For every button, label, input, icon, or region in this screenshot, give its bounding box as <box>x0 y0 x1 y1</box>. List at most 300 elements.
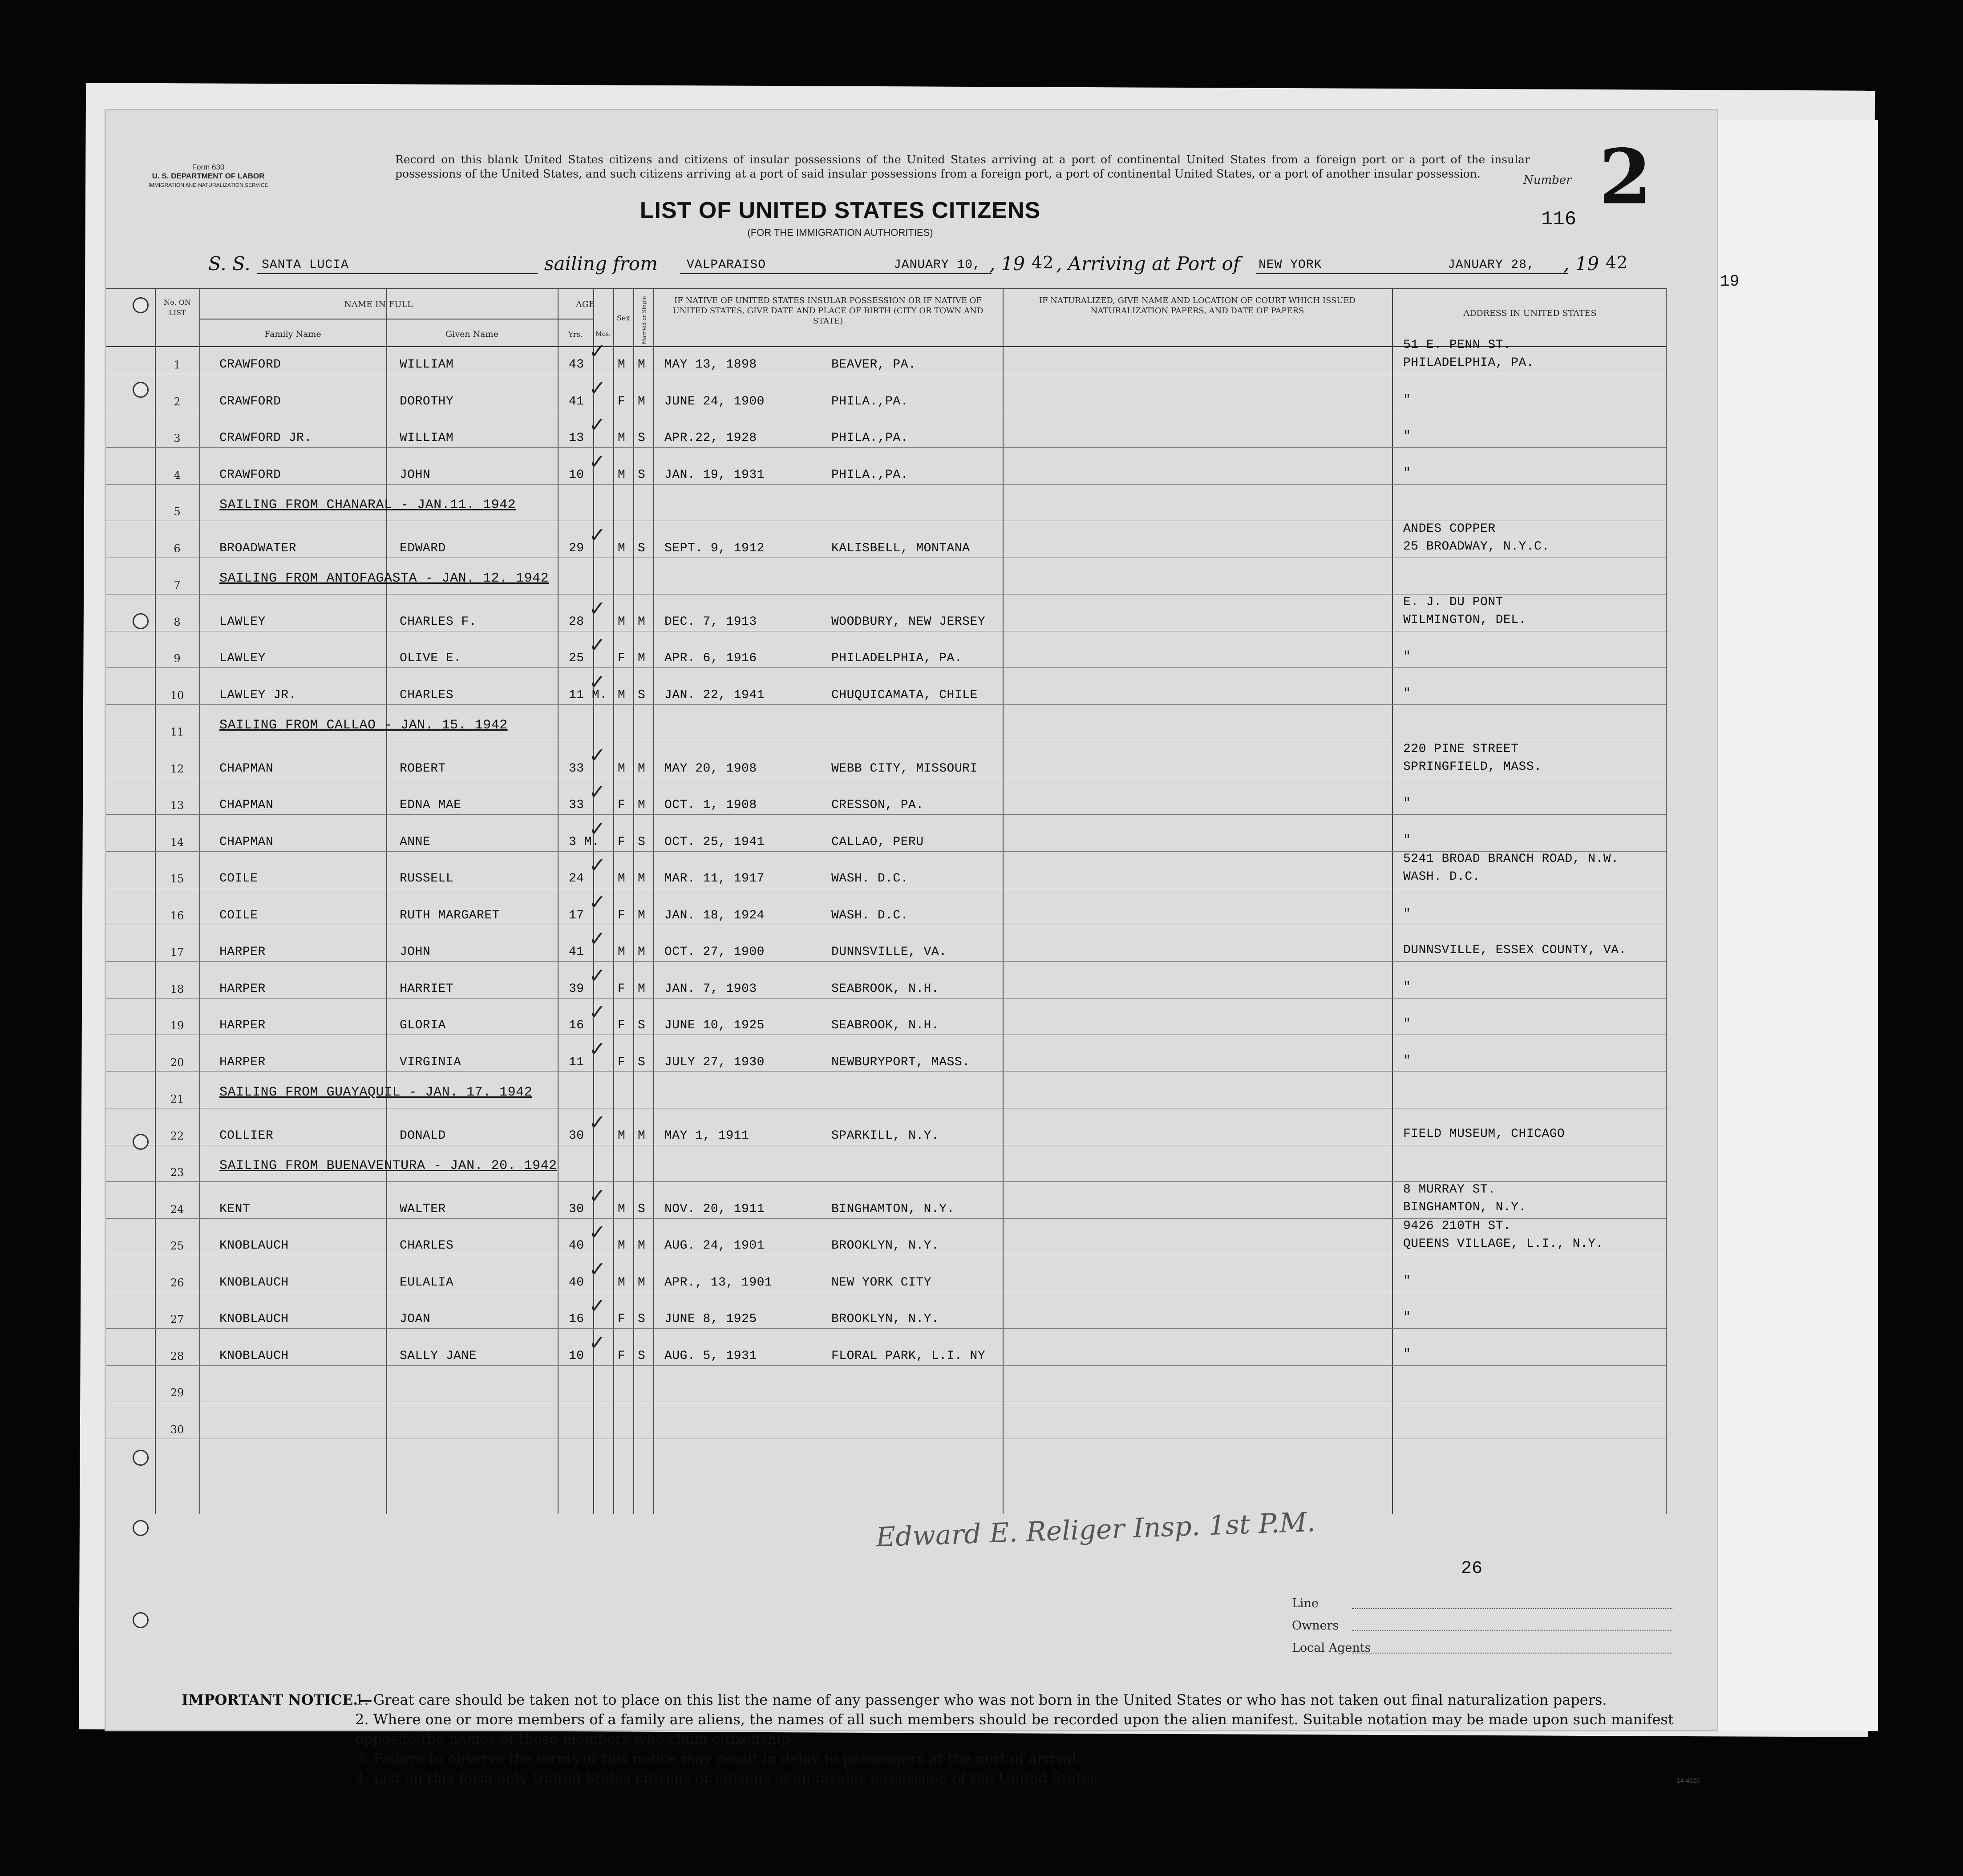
marital-status: M <box>638 1128 646 1143</box>
age: 28 <box>569 615 584 629</box>
age: 39 <box>569 982 584 996</box>
marital-status: S <box>638 1349 646 1363</box>
header-age: AGE <box>576 299 595 309</box>
marital-status: M <box>638 615 646 629</box>
row-number: 8 <box>174 615 181 628</box>
birth-place: DUNNSVILLE, VA. <box>831 945 947 959</box>
agent-local-field <box>1352 1653 1672 1654</box>
sex: F <box>618 982 626 996</box>
check-mark: ✓ <box>589 1110 606 1134</box>
row-number: 25 <box>170 1240 184 1252</box>
address-line-2: " <box>1403 429 1411 443</box>
marital-status: S <box>638 1312 646 1326</box>
birth-place: WEBB CITY, MISSOURI <box>831 761 978 776</box>
address-line-2: WILMINGTON, DEL. <box>1403 613 1526 627</box>
departure-date: JANUARY 10, <box>894 258 981 272</box>
punch-hole <box>133 1520 149 1536</box>
age: 13 <box>569 431 584 445</box>
departure-year: 42 <box>1032 253 1054 272</box>
age: 41 <box>569 945 584 959</box>
check-mark: ✓ <box>589 376 606 400</box>
agent-line-field <box>1352 1608 1672 1609</box>
check-mark: ✓ <box>589 889 606 914</box>
row-rule <box>106 851 1666 852</box>
agent-local-label: Local Agents <box>1292 1641 1371 1655</box>
birth-date: JUNE 10, 1925 <box>664 1019 765 1032</box>
age: 30 <box>569 1202 584 1216</box>
vessel-name: SANTA LUCIA <box>262 258 349 272</box>
marital-status: S <box>638 1202 646 1216</box>
birth-place: SPARKILL, N.Y. <box>831 1128 939 1143</box>
row-number: 4 <box>174 469 181 481</box>
sex: M <box>618 1239 626 1253</box>
notice-item-2: 2. Where one or more members of a family are aliens, the names of all such members should be recorded upon the alien manifest. Suitable notation may be made upon such manifest opposite the names of those members who claim citizenship. <box>355 1711 1674 1747</box>
family-name: LAWLEY <box>219 615 266 629</box>
age: 11 <box>569 1055 584 1069</box>
given-name: JOHN <box>400 468 431 482</box>
age: 33 <box>569 798 584 812</box>
header-birth: IF NATIVE OF UNITED STATES INSULAR POSSESSION OR IF NATIVE OF UNITED STATES, GIVE DATE AND PLACE OF BIRTH (CITY OR TOWN AND STATE) <box>672 296 984 326</box>
birth-date: NOV. 20, 1911 <box>664 1202 765 1216</box>
row-rule <box>106 1328 1666 1329</box>
punch-hole <box>133 1450 149 1466</box>
number-label: Number <box>1523 174 1572 187</box>
given-name: EDNA MAE <box>400 798 461 812</box>
age: 41 <box>569 394 584 408</box>
row-number: 23 <box>170 1166 184 1179</box>
family-name: KNOBLAUCH <box>219 1239 289 1253</box>
given-name: ROBERT <box>400 761 446 776</box>
given-name: RUSSELL <box>400 872 454 885</box>
ss-label: S. S. <box>208 253 251 275</box>
birth-date: APR.22, 1928 <box>664 431 757 445</box>
age: 17 <box>569 908 584 922</box>
birth-place: WOODBURY, NEW JERSEY <box>831 615 986 629</box>
column-rule <box>613 288 614 1514</box>
row-rule <box>106 667 1666 668</box>
birth-place: NEW YORK CITY <box>831 1275 931 1290</box>
birth-date: MAR. 11, 1917 <box>664 872 765 885</box>
arriving-label: , Arriving at Port of <box>1056 253 1240 275</box>
address-line-2: BINGHAMTON, N.Y. <box>1403 1200 1526 1214</box>
birth-place: SEABROOK, N.H. <box>831 1019 939 1032</box>
row-rule <box>106 1218 1666 1219</box>
birth-place: BROOKLYN, N.Y. <box>831 1312 939 1326</box>
address-line-2: " <box>1403 650 1411 663</box>
address-line-1: E. J. DU PONT <box>1403 595 1503 609</box>
row-number: 16 <box>170 909 184 922</box>
address-line-2: " <box>1403 686 1411 700</box>
marital-status: M <box>638 982 646 996</box>
department: U. S. DEPARTMENT OF LABOR <box>152 172 265 180</box>
age: 33 <box>569 761 584 776</box>
family-name: CRAWFORD <box>219 468 281 482</box>
arrival-year: 42 <box>1606 253 1628 272</box>
row-rule <box>106 998 1666 999</box>
row-number: 17 <box>170 946 184 958</box>
page-number: 116 <box>1541 208 1577 230</box>
family-name: COLLIER <box>219 1128 274 1143</box>
family-name: KNOBLAUCH <box>219 1312 289 1326</box>
age: 43 <box>569 358 584 372</box>
punch-hole <box>133 382 149 398</box>
birth-date: MAY 20, 1908 <box>664 761 757 776</box>
birth-place: PHILADELPHIA, PA. <box>831 651 963 665</box>
column-rule <box>1666 288 1667 1514</box>
row-number: 11 <box>170 726 184 738</box>
address-line-2: " <box>1403 980 1411 994</box>
address-line-2: " <box>1403 906 1411 921</box>
sex: M <box>618 1275 626 1290</box>
birth-date: SEPT. 9, 1912 <box>664 541 765 555</box>
marital-status: S <box>638 541 646 555</box>
given-name: DONALD <box>400 1128 446 1143</box>
column-rule <box>633 288 634 1514</box>
sailing-from-label: sailing from <box>544 253 658 275</box>
birth-date: JUNE 8, 1925 <box>664 1312 757 1326</box>
given-name: EULALIA <box>400 1275 454 1290</box>
notice-item-1: 1. Great care should be taken not to place on this list the name of any passenger who was not born in the United States or who has not taken out final naturalization papers. <box>355 1691 1607 1708</box>
row-number: 26 <box>170 1276 184 1289</box>
agent-owners-field <box>1352 1630 1672 1631</box>
age: 10 <box>569 468 584 482</box>
address-line-2: " <box>1403 1053 1411 1067</box>
row-number: 3 <box>174 432 181 445</box>
birth-place: BINGHAMTON, N.Y. <box>831 1202 955 1216</box>
row-number: 5 <box>174 505 181 518</box>
check-mark: ✓ <box>589 816 606 841</box>
sex: F <box>618 1055 626 1069</box>
background-sheet-edge <box>1718 120 1878 1731</box>
inspector-signature: Edward E. Religer Insp. 1st P.M. <box>875 1506 1316 1553</box>
birth-date: JAN. 19, 1931 <box>664 468 765 482</box>
given-name: DOROTHY <box>400 394 454 408</box>
age: 29 <box>569 541 584 555</box>
marital-status: M <box>638 872 646 885</box>
birth-place: KALISBELL, MONTANA <box>831 541 970 555</box>
marital-status: S <box>638 688 646 702</box>
sailing-note: SAILING FROM GUAYAQUIL - JAN. 17. 1942 <box>219 1085 533 1100</box>
row-number: 6 <box>174 542 181 555</box>
age: 10 <box>569 1349 584 1363</box>
marital-status: M <box>638 908 646 922</box>
address-line-1: 220 PINE STREET <box>1403 742 1519 756</box>
header-rule <box>106 288 1666 289</box>
family-name: KNOBLAUCH <box>219 1349 289 1363</box>
address-line-2: FIELD MUSEUM, CHICAGO <box>1403 1127 1565 1141</box>
marital-status: M <box>638 1239 646 1253</box>
form-number: Form 630 <box>192 163 225 171</box>
form-id <box>142 163 275 190</box>
family-name: CHAPMAN <box>219 798 274 812</box>
check-mark: ✓ <box>589 1220 606 1244</box>
sex: F <box>618 908 626 922</box>
row-number: 2 <box>174 395 181 408</box>
marital-status: M <box>638 798 646 812</box>
check-mark: ✓ <box>589 339 606 363</box>
given-name: OLIVE E. <box>400 651 461 665</box>
sex: M <box>618 872 626 885</box>
page-subtitle: (FOR THE IMMIGRATION AUTHORITIES) <box>747 227 933 238</box>
year-prefix-2: , 19 <box>1563 253 1599 275</box>
row-rule <box>106 1365 1666 1366</box>
given-name: WILLIAM <box>400 431 454 445</box>
underline <box>257 273 538 274</box>
row-rule <box>106 1071 1666 1072</box>
row-number: 18 <box>170 982 184 995</box>
family-name: BROADWATER <box>219 541 297 555</box>
birth-place: NEWBURYPORT, MASS. <box>831 1055 970 1069</box>
departure-port: VALPARAISO <box>687 258 766 272</box>
sex: F <box>618 651 626 665</box>
family-name: CRAWFORD <box>219 358 281 372</box>
sex: F <box>618 1019 626 1032</box>
row-number: 14 <box>170 836 184 849</box>
birth-date: OCT. 27, 1900 <box>664 945 765 959</box>
row-rule <box>106 447 1666 448</box>
birth-date: JAN. 7, 1903 <box>664 982 757 996</box>
marital-status: M <box>638 651 646 665</box>
address-line-1: 9426 210TH ST. <box>1403 1219 1511 1233</box>
header-yrs: Yrs. <box>568 330 583 339</box>
marital-status: S <box>638 835 646 849</box>
sailing-note: SAILING FROM ANTOFAGASTA - JAN. 12. 1942 <box>219 571 549 586</box>
birth-place: BROOKLYN, N.Y. <box>831 1239 939 1253</box>
row-number: 1 <box>174 359 181 371</box>
marital-status: S <box>638 1055 646 1069</box>
birth-date: OCT. 1, 1908 <box>664 798 757 812</box>
manifest-page <box>105 109 1718 1787</box>
address-line-2: PHILADELPHIA, PA. <box>1403 356 1534 370</box>
underline <box>680 273 992 274</box>
birth-date: OCT. 25, 1941 <box>664 835 765 849</box>
check-mark: ✓ <box>589 926 606 950</box>
age: 11 M. <box>569 688 607 702</box>
column-rule <box>155 288 156 1514</box>
sex: M <box>618 431 626 445</box>
sex: F <box>618 394 626 408</box>
given-name: CHARLES <box>400 1239 454 1253</box>
marital-status: M <box>638 761 646 776</box>
header-family: Family Name <box>264 329 321 339</box>
column-rule <box>653 288 654 1514</box>
sex: F <box>618 1312 626 1326</box>
address-line-1: 5241 BROAD BRANCH ROAD, N.W. <box>1403 852 1619 866</box>
birth-place: PHILA.,PA. <box>831 431 909 445</box>
row-number: 20 <box>170 1056 184 1069</box>
check-mark: ✓ <box>589 1257 606 1281</box>
address-line-2: " <box>1403 1274 1411 1288</box>
given-name: JOHN <box>400 945 431 959</box>
page-title: LIST OF UNITED STATES CITIZENS <box>639 198 1041 223</box>
sailing-note: SAILING FROM BUENAVENTURA - JAN. 20. 1942 <box>219 1158 557 1173</box>
family-name: HARPER <box>219 1055 266 1069</box>
header-address: ADDRESS IN UNITED STATES <box>1463 308 1597 318</box>
check-mark: ✓ <box>589 853 606 877</box>
underline <box>1256 273 1568 274</box>
passenger-table <box>106 288 1717 1514</box>
age: 25 <box>569 651 584 665</box>
birth-date: DEC. 7, 1913 <box>664 615 757 629</box>
important-notice <box>182 1690 1730 1788</box>
sex: M <box>618 945 626 959</box>
total-count: 26 <box>1461 1559 1483 1579</box>
birth-date: APR., 13, 1901 <box>664 1275 773 1290</box>
age: 16 <box>569 1312 584 1326</box>
birth-place: WASH. D.C. <box>831 872 909 885</box>
birth-place: PHILA.,PA. <box>831 468 909 482</box>
header-mos: Mos. <box>595 331 611 338</box>
address-line-2: " <box>1403 833 1411 847</box>
header-name: NAME IN FULL <box>344 299 413 309</box>
check-mark: ✓ <box>589 743 606 767</box>
row-number: 21 <box>170 1093 184 1105</box>
row-number: 28 <box>170 1350 184 1363</box>
check-mark: ✓ <box>589 633 606 657</box>
header-given: Given Name <box>445 329 498 339</box>
header-married: Married or Single <box>641 296 648 344</box>
voyage-line <box>106 252 1717 279</box>
column-rule <box>1392 288 1393 1514</box>
list-number: 2 <box>1599 133 1652 222</box>
given-name: RUTH MARGARET <box>400 908 500 922</box>
sex: F <box>618 798 626 812</box>
given-name: SALLY JANE <box>400 1349 477 1363</box>
row-number: 12 <box>170 762 184 775</box>
birth-date: JAN. 18, 1924 <box>664 908 765 922</box>
service: IMMIGRATION AND NATURALIZATION SERVICE <box>148 182 268 188</box>
birth-place: WASH. D.C. <box>831 908 909 922</box>
notice-item-3: 3. Failure to observe the terms of this notice may result in delay to passengers at the port of arrival. <box>355 1750 1081 1767</box>
marital-status: S <box>638 468 646 482</box>
marital-status: M <box>638 358 646 372</box>
column-rule <box>1003 288 1004 1514</box>
address-line-2: WASH. D.C. <box>1403 870 1481 884</box>
punch-hole <box>133 613 149 629</box>
check-mark: ✓ <box>589 1294 606 1318</box>
agent-owners-label: Owners <box>1292 1619 1339 1633</box>
row-rule <box>106 814 1666 815</box>
address-line-2: DUNNSVILLE, ESSEX COUNTY, VA. <box>1403 943 1627 957</box>
notice-item-4: 4. List on this form only United States citizens or citizens of an insular possession of the United States. <box>355 1770 1102 1787</box>
given-name: GLORIA <box>400 1019 446 1032</box>
family-name: LAWLEY <box>219 651 266 665</box>
row-number: 22 <box>170 1129 184 1142</box>
check-mark: ✓ <box>589 449 606 473</box>
family-name: CHAPMAN <box>219 761 274 776</box>
row-number: 24 <box>170 1203 184 1216</box>
sex: F <box>618 1349 626 1363</box>
marital-status: S <box>638 1019 646 1032</box>
birth-date: MAY 13, 1898 <box>664 358 757 372</box>
family-name: HARPER <box>219 982 266 996</box>
address-line-2: " <box>1403 1017 1411 1031</box>
address-line-1: ANDES COPPER <box>1403 522 1496 536</box>
arrival-date: JANUARY 28, <box>1448 258 1535 272</box>
agent-line-label: Line <box>1292 1597 1319 1610</box>
age: 24 <box>569 872 584 885</box>
age: 40 <box>569 1275 584 1290</box>
address-line-2: " <box>1403 392 1411 407</box>
birth-date: MAY 1, 1911 <box>664 1128 749 1143</box>
sailing-note: SAILING FROM CALLAO - JAN. 15. 1942 <box>219 718 508 733</box>
row-number: 7 <box>174 579 181 591</box>
notice-heading: IMPORTANT NOTICE.— <box>182 1691 372 1708</box>
check-mark: ✓ <box>589 412 606 437</box>
given-name: JOAN <box>400 1312 431 1326</box>
row-number: 10 <box>170 689 184 702</box>
check-mark: ✓ <box>589 1036 606 1061</box>
check-mark: ✓ <box>589 1183 606 1208</box>
check-mark: ✓ <box>589 1330 606 1354</box>
marital-status: S <box>638 431 646 445</box>
address-line-2: " <box>1403 1310 1411 1324</box>
birth-date: AUG. 24, 1901 <box>664 1239 765 1253</box>
row-number: 13 <box>170 799 184 812</box>
address-line-2: " <box>1403 1347 1411 1361</box>
birth-place: CALLAO, PERU <box>831 835 924 849</box>
row-rule <box>106 704 1666 705</box>
sex: M <box>618 541 626 555</box>
birth-place: CRESSON, PA. <box>831 798 924 812</box>
birth-date: APR. 6, 1916 <box>664 651 757 665</box>
check-mark: ✓ <box>589 1000 606 1024</box>
row-rule <box>106 484 1666 485</box>
given-name: VIRGINIA <box>400 1055 461 1069</box>
family-name: CRAWFORD <box>219 394 281 408</box>
address-line-2: QUEENS VILLAGE, L.I., N.Y. <box>1403 1237 1603 1251</box>
given-name: ANNE <box>400 835 431 849</box>
sex: M <box>618 1128 626 1143</box>
age: 40 <box>569 1239 584 1253</box>
arrival-port: NEW YORK <box>1259 258 1322 272</box>
birth-place: FLORAL PARK, L.I. NY <box>831 1349 986 1363</box>
given-name: WALTER <box>400 1202 446 1216</box>
side-mark: 19 <box>1720 272 1740 291</box>
birth-date: JULY 27, 1930 <box>664 1055 765 1069</box>
sex: M <box>618 761 626 776</box>
row-number: 9 <box>174 652 181 665</box>
marital-status: M <box>638 1275 646 1290</box>
check-mark: ✓ <box>589 780 606 804</box>
address-line-2: " <box>1403 796 1411 810</box>
given-name: CHARLES F. <box>400 615 477 629</box>
given-name: HARRIET <box>400 982 454 996</box>
given-name: WILLIAM <box>400 358 454 372</box>
birth-place: CHUQUICAMATA, CHILE <box>831 688 978 702</box>
print-code: 14-4626 <box>1677 1777 1700 1784</box>
row-rule <box>106 961 1666 962</box>
family-name: COILE <box>219 872 258 885</box>
column-rule <box>386 288 387 1514</box>
sailing-note: SAILING FROM CHANARAL - JAN.11. 1942 <box>219 497 516 513</box>
row-number: 27 <box>170 1313 184 1326</box>
header-no: No. ON LIST <box>164 298 191 317</box>
check-mark: ✓ <box>589 522 606 547</box>
address-line-1: 51 E. PENN ST. <box>1403 338 1511 352</box>
row-number: 19 <box>170 1019 184 1032</box>
check-mark: ✓ <box>589 669 606 694</box>
column-rule <box>558 288 559 1514</box>
row-number: 30 <box>170 1423 184 1436</box>
punch-hole <box>133 1612 149 1628</box>
birth-place: PHILA.,PA. <box>831 394 909 408</box>
family-name: COILE <box>219 908 258 922</box>
family-name: HARPER <box>219 945 266 959</box>
sex: M <box>618 615 626 629</box>
given-name: EDWARD <box>400 541 446 555</box>
birth-place: SEABROOK, N.H. <box>831 982 939 996</box>
